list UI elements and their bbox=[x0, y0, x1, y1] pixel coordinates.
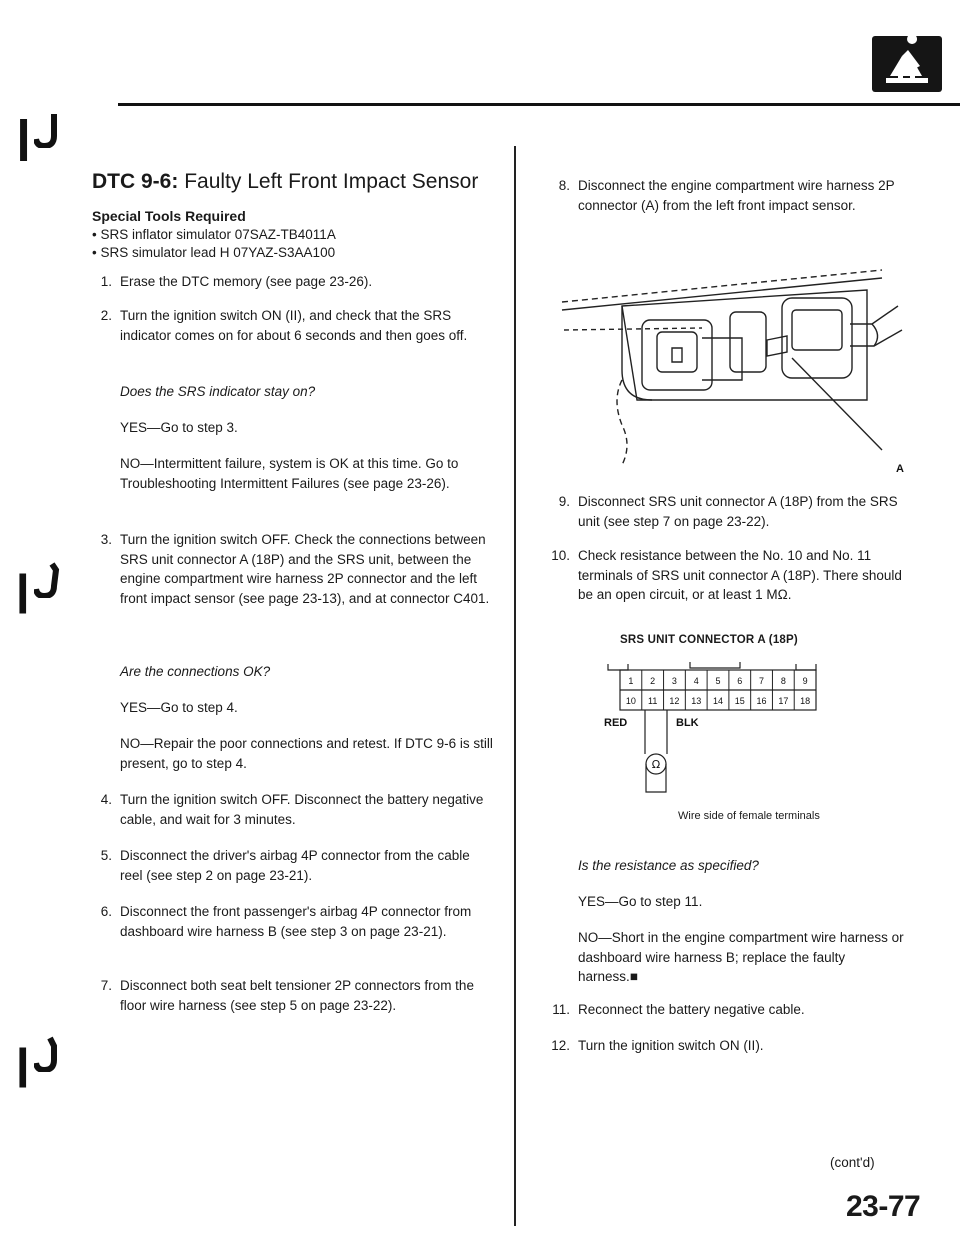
question-1: Does the SRS indicator stay on? bbox=[120, 384, 316, 399]
step-number: 7. bbox=[100, 978, 112, 993]
page-number: 23-77 bbox=[846, 1190, 921, 1223]
step-text: Erase the DTC memory (see page 23-26). bbox=[120, 274, 373, 289]
connector-terminal-number: 7 bbox=[759, 676, 765, 686]
step-number: 5. bbox=[100, 848, 112, 863]
red-probe-label: RED bbox=[604, 717, 628, 729]
tool-item: • SRS inflator simulator 07SAZ-TB4011A bbox=[92, 227, 336, 242]
binding-mark-middle: ❙ bbox=[6, 568, 40, 614]
question-2: Are the connections OK? bbox=[120, 664, 271, 679]
airbag-seat-icon bbox=[872, 36, 942, 92]
connector-terminal-number: 2 bbox=[650, 676, 656, 686]
step-text: Check resistance between the No. 10 and No. 11 terminals of SRS unit connector A (18P). There should be an open circuit, or at least 1 MΩ. bbox=[578, 548, 902, 602]
step-number: 4. bbox=[100, 792, 112, 807]
connector-terminal-number: 9 bbox=[802, 676, 808, 686]
connector-terminal-number: 14 bbox=[712, 696, 724, 706]
connector-terminal-number: 16 bbox=[756, 696, 767, 706]
step-text: Reconnect the battery negative cable. bbox=[578, 1002, 805, 1017]
step-number: 9. bbox=[558, 494, 570, 509]
connector-terminal-number: 11 bbox=[647, 696, 658, 706]
yes-answer-1: YES—Go to step 3. bbox=[120, 420, 238, 435]
step-text: Turn the ignition switch ON (II), and check that the SRS indicator comes on for about 6 seconds and then goes off. bbox=[120, 308, 468, 343]
connector-terminal-number: 3 bbox=[671, 676, 677, 686]
binding-hook-middle bbox=[34, 562, 62, 598]
connector-terminal-number: 1 bbox=[628, 676, 634, 686]
blk-probe-label: BLK bbox=[676, 717, 699, 729]
connector-row-top bbox=[628, 676, 807, 686]
binding-mark-bottom: ❙ bbox=[6, 1042, 40, 1088]
step-number: 2. bbox=[100, 308, 112, 323]
step-text: Turn the ignition switch ON (II). bbox=[578, 1038, 764, 1053]
yes-answer-2: YES—Go to step 4. bbox=[120, 700, 238, 715]
binding-hook-top bbox=[34, 112, 62, 148]
connector-terminal-number: 5 bbox=[715, 676, 721, 686]
step-number: 12. bbox=[551, 1038, 570, 1053]
step-number: 11. bbox=[552, 1002, 570, 1017]
tools-heading: Special Tools Required bbox=[92, 208, 246, 224]
step-text: Disconnect the front passenger's airbag 4P connector from dashboard wire harness B (see step 3 on page 23-21). bbox=[120, 904, 472, 939]
connector-terminal-number: 8 bbox=[780, 676, 786, 686]
step-number: 8. bbox=[558, 178, 570, 193]
step-number: 10. bbox=[551, 548, 570, 563]
step-number: 1. bbox=[100, 274, 112, 289]
connector-diagram bbox=[600, 656, 840, 756]
connector-row-bottom bbox=[626, 696, 810, 706]
step-text: Turn the ignition switch OFF. Check the connections between SRS unit connector A (18P) and the SRS unit, between the engine compartment wire harness 2P connector and the left front impact sensor (see page 23-13), and at connector C401. bbox=[120, 532, 490, 606]
connector-terminal-number: 13 bbox=[691, 696, 702, 706]
step-text: Disconnect both seat belt tensioner 2P connectors from the floor wire harness (see step 5 on page 23-22). bbox=[120, 978, 474, 1013]
step-text: Disconnect SRS unit connector A (18P) from the SRS unit (see step 7 on page 23-22). bbox=[578, 494, 898, 529]
connector-terminal-number: 15 bbox=[734, 696, 745, 706]
connector-terminal-number: 4 bbox=[693, 676, 699, 686]
binding-mark-top: ❙ bbox=[6, 112, 42, 161]
connector-terminal-number: 10 bbox=[625, 696, 636, 706]
page-title bbox=[92, 170, 478, 194]
step-text: Disconnect the engine compartment wire harness 2P connector (A) from the left front impact sensor. bbox=[578, 178, 895, 213]
tool-item: • SRS simulator lead H 07YAZ-S3AA100 bbox=[92, 245, 336, 260]
connector-title: SRS UNIT CONNECTOR A (18P) bbox=[620, 634, 798, 646]
step-text: Turn the ignition switch OFF. Disconnect the battery negative cable, and wait for 3 minutes. bbox=[120, 792, 484, 827]
yes-answer-3: YES—Go to step 11. bbox=[578, 894, 703, 909]
impact-sensor-illustration bbox=[552, 250, 912, 480]
no-answer-1: NO—Intermittent failure, system is OK at this time. Go to Troubleshooting Intermittent Failures (see page 23-26). bbox=[120, 456, 459, 491]
continued-label: (cont'd) bbox=[830, 1155, 875, 1170]
figure-callout-a: A bbox=[896, 463, 904, 475]
step-number: 3. bbox=[100, 532, 112, 547]
connector-terminal-number: 12 bbox=[669, 696, 680, 706]
connector-caption: Wire side of female terminals bbox=[678, 810, 820, 822]
no-answer-2: NO—Repair the poor connections and retest. If DTC 9-6 is still present, go to step 4. bbox=[120, 736, 493, 771]
binding-hook-bottom bbox=[34, 1036, 62, 1072]
dtc-title-text: Faulty Left Front Impact Sensor bbox=[184, 170, 479, 193]
question-3: Is the resistance as specified? bbox=[578, 858, 759, 873]
header-rule bbox=[118, 103, 960, 106]
column-divider bbox=[514, 146, 516, 1226]
step-text: Disconnect the driver's airbag 4P connector from the cable reel (see step 2 on page 23-21). bbox=[120, 848, 470, 883]
connector-terminal-number: 18 bbox=[800, 696, 811, 706]
dtc-code: DTC 9-6: bbox=[92, 170, 179, 193]
ohmmeter-icon bbox=[638, 752, 674, 796]
step-number: 6. bbox=[100, 904, 112, 919]
no-answer-3: NO—Short in the engine compartment wire harness or dashboard wire harness B; replace the faulty harness.■ bbox=[578, 930, 904, 984]
connector-terminal-number: 6 bbox=[737, 676, 743, 686]
connector-terminal-number: 17 bbox=[778, 696, 789, 706]
ohm-symbol: Ω bbox=[651, 758, 661, 771]
